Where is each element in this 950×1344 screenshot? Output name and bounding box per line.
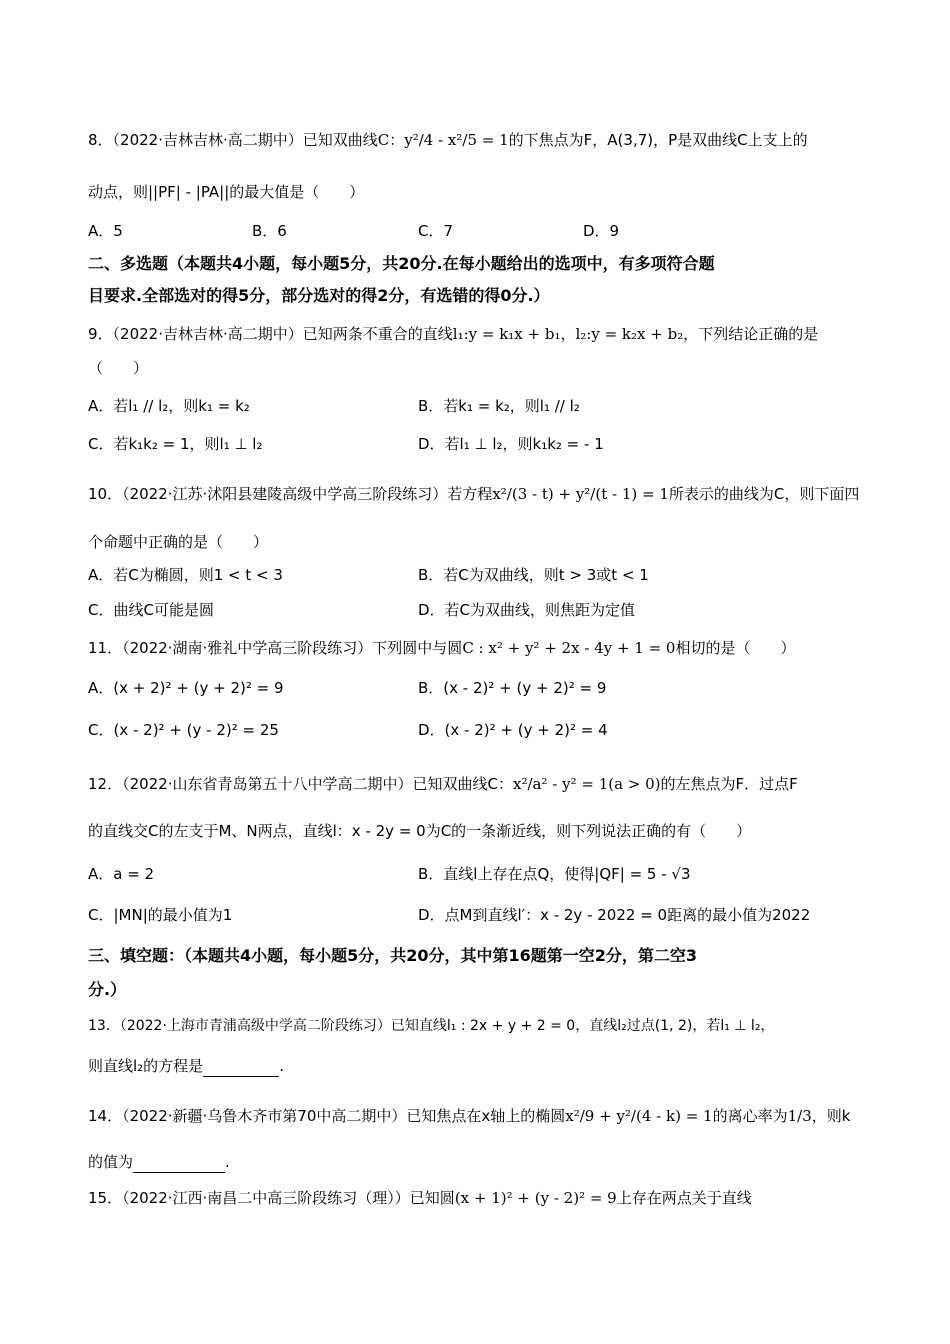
section3-heading-line1: 三、填空题：（本题共4小题，每小题5分，共20分，其中第16题第一空2分，第二空3 (88, 946, 698, 965)
section3-heading-line2: 分.） (88, 980, 127, 999)
q8-option-a: A．5 (88, 222, 123, 240)
q11-option-b: B．(x - 2)² + (y + 2)² = 9 (418, 679, 607, 697)
q13-line1: 13．（2022·上海市青浦高级中学高二阶段练习）已知直线l₁ : 2x + y + 2 = 0，直线l₂过点(1, 2)，若l₁ ⊥ l₂， (88, 1018, 775, 1034)
q9-option-b: B．若k₁ = k₂，则l₁ // l₂ (418, 397, 580, 415)
section2-heading-line1: 二、多选题（本题共4小题，每小题5分，共20分.在每小题给出的选项中，有多项符合题 (88, 254, 715, 273)
q10-option-b: B．若C为双曲线，则t > 3或t < 1 (418, 566, 649, 584)
q8-line2: 动点，则||PF| - |PA||的最大值是（ ） (88, 183, 365, 201)
q10-option-c: C．曲线C可能是圆 (88, 601, 214, 619)
q14-equation: x²/9 + y²/(4 - k) = 1 (565, 1107, 713, 1125)
q11-line1: 11．（2022·湖南·雅礼中学高三阶段练习）下列圆中与圆C : x² + y² + 2x - 4y + 1 = 0相切的是（ ） (88, 639, 796, 657)
q11-equation: C : x² + y² + 2x - 4y + 1 = 0 (462, 639, 676, 657)
q9-option-d: D．若l₁ ⊥ l₂，则k₁k₂ = - 1 (418, 435, 604, 453)
q12-option-b: B．直线l上存在点Q，使得|QF| = 5 - √3 (418, 865, 691, 883)
q10-line2: 个命题中正确的是（ ） (88, 533, 269, 551)
q10-equation: x²/(3 - t) + y²/(t - 1) = 1 (492, 485, 669, 503)
q14-line1: 14．（2022·新疆·乌鲁木齐市第70中高二期中）已知焦点在x轴上的椭圆x²/9 + y²/(4 - k) = 1的离心率为1/3，则k (88, 1107, 851, 1125)
q10-line1: 10．（2022·江苏·沭阳县建陵高级中学高三阶段练习）若方程x²/(3 - t) + y²/(t - 1) = 1所表示的曲线为C，则下面四 (88, 485, 860, 503)
q12-option-a: A．a = 2 (88, 865, 155, 883)
q12-line2: 的直线交C的左支于M、N两点，直线l：x - 2y = 0为C的一条渐近线，则下列说法正确的有（ ） (88, 822, 752, 840)
q10-option-a: A．若C为椭圆，则1 < t < 3 (88, 566, 283, 584)
q11-option-a: A．(x + 2)² + (y + 2)² = 9 (88, 679, 284, 697)
q14-answer-blank[interactable] (133, 1152, 225, 1173)
q13-line2: 则直线l₂的方程是 . (88, 1057, 284, 1075)
q14-eccentricity: 1/3 (787, 1107, 812, 1125)
q11-option-c: C．(x - 2)² + (y - 2)² = 25 (88, 721, 279, 739)
q12-line1: 12．（2022·山东省青岛第五十八中学高二期中）已知双曲线C：x²/a² - y² = 1(a > 0)的左焦点为F．过点F (88, 775, 798, 793)
q8-line1: 8．（2022·吉林吉林·高二期中）已知双曲线C：y²/4 - x²/5 = 1的下焦点为F，A(3,7)，P是双曲线C上支上的 (88, 131, 808, 149)
q8-equation: C：y²/4 - x²/5 = 1 (377, 131, 509, 149)
q15-line1: 15．（2022·江西·南昌二中高三阶段练习（理））已知圆(x + 1)² + (y - 2)² = 9上存在两点关于直线 (88, 1189, 752, 1207)
section2-heading-line2: 目要求.全部选对的得5分，部分选对的得2分，有选错的得0分.） (88, 286, 550, 305)
q9-line2: （ ） (88, 359, 149, 377)
q14-line2: 的值为 . (88, 1153, 230, 1171)
q10-option-d: D．若C为双曲线，则焦距为定值 (418, 601, 636, 619)
q9-option-c: C．若k₁k₂ = 1，则l₁ ⊥ l₂ (88, 435, 263, 453)
q12-option-d: D．点M到直线l′：x - 2y - 2022 = 0距离的最小值为2022 (418, 906, 811, 924)
q12-equation: x²/a² - y² = 1(a > 0) (513, 775, 661, 793)
q8-option-c: C．7 (418, 222, 454, 240)
q11-option-d: D．(x - 2)² + (y + 2)² = 4 (418, 721, 608, 739)
q15-equation: (x + 1)² + (y - 2)² = 9 (454, 1189, 617, 1207)
q8-option-d: D．9 (583, 222, 620, 240)
q12-option-c: C．|MN|的最小值为1 (88, 906, 233, 924)
q9-option-a: A．若l₁ // l₂，则k₁ = k₂ (88, 397, 250, 415)
q9-line1: 9．（2022·吉林吉林·高二期中）已知两条不重合的直线l₁:y = k₁x + b₁，l₂:y = k₂x + b₂，下列结论正确的是 (88, 325, 819, 343)
q13-answer-blank[interactable] (203, 1056, 279, 1077)
q8-option-b: B．6 (252, 222, 287, 240)
